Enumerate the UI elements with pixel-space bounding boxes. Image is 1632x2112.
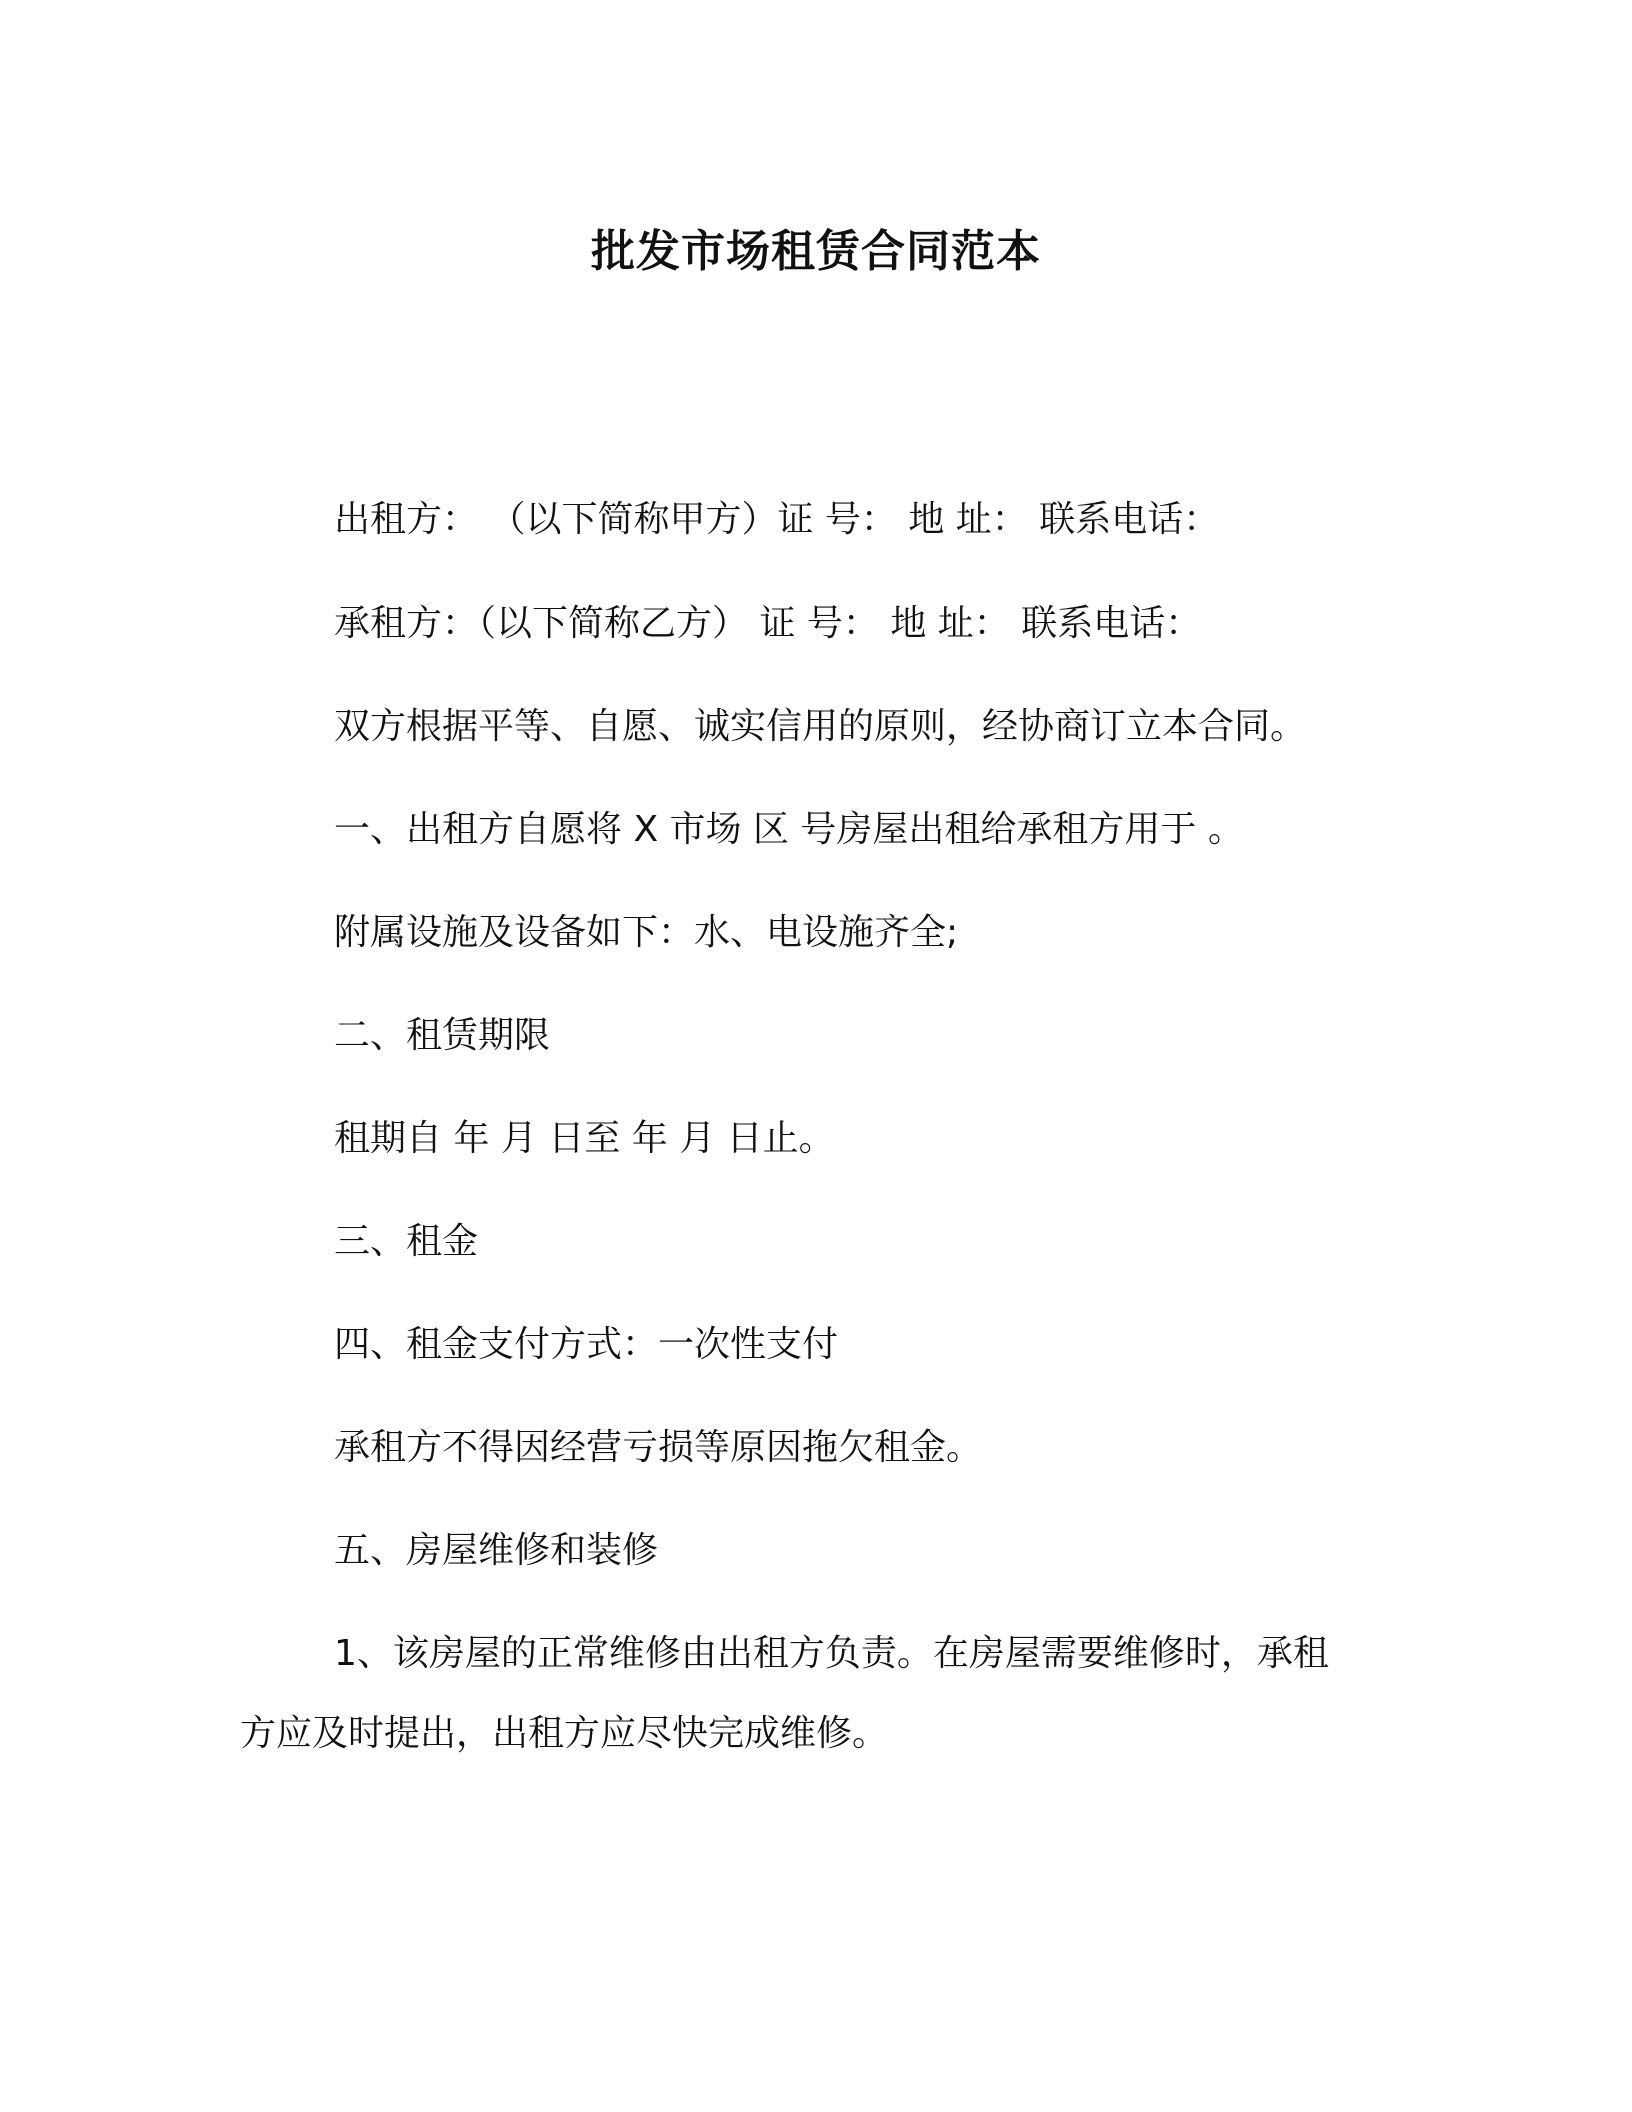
lease-term-line: 租期自 年 月 日至 年 月 日止。 bbox=[334, 1118, 835, 1159]
section-4-payment-line: 四、租金支付方式：一次性支付 bbox=[334, 1324, 839, 1365]
maintenance-clause-line-2: 方应及时提出，出租方应尽快完成维修。 bbox=[240, 1713, 889, 1754]
no-arrears-line: 承租方不得因经营亏损等原因拖欠租金。 bbox=[334, 1427, 983, 1468]
clause-1-rental-line: 一、出租方自愿将 X 市场 区 号房屋出租给承租方用于 。 bbox=[334, 809, 1244, 850]
section-3-heading: 三、租金 bbox=[334, 1221, 479, 1262]
document-title: 批发市场租赁合同范本 bbox=[591, 226, 1041, 277]
maintenance-clause-paragraph bbox=[240, 1614, 1360, 1774]
maintenance-clause-line-1: 1、该房屋的正常维修由出租方负责。在房屋需要维修时，承租 bbox=[334, 1633, 1329, 1674]
section-5-heading: 五、房屋维修和装修 bbox=[334, 1530, 659, 1571]
lessor-info-line: 出租方： （以下简称甲方）证 号： 地 址： 联系电话： bbox=[334, 499, 1220, 540]
facilities-line: 附属设施及设备如下：水、电设施齐全; bbox=[334, 912, 959, 953]
section-2-heading: 二、租赁期限 bbox=[334, 1015, 551, 1056]
lessee-info-line: 承租方：（以下简称乙方） 证 号： 地 址： 联系电话： bbox=[334, 603, 1202, 644]
agreement-principle-line: 双方根据平等、自愿、诚实信用的原则，经协商订立本合同。 bbox=[334, 706, 1307, 747]
